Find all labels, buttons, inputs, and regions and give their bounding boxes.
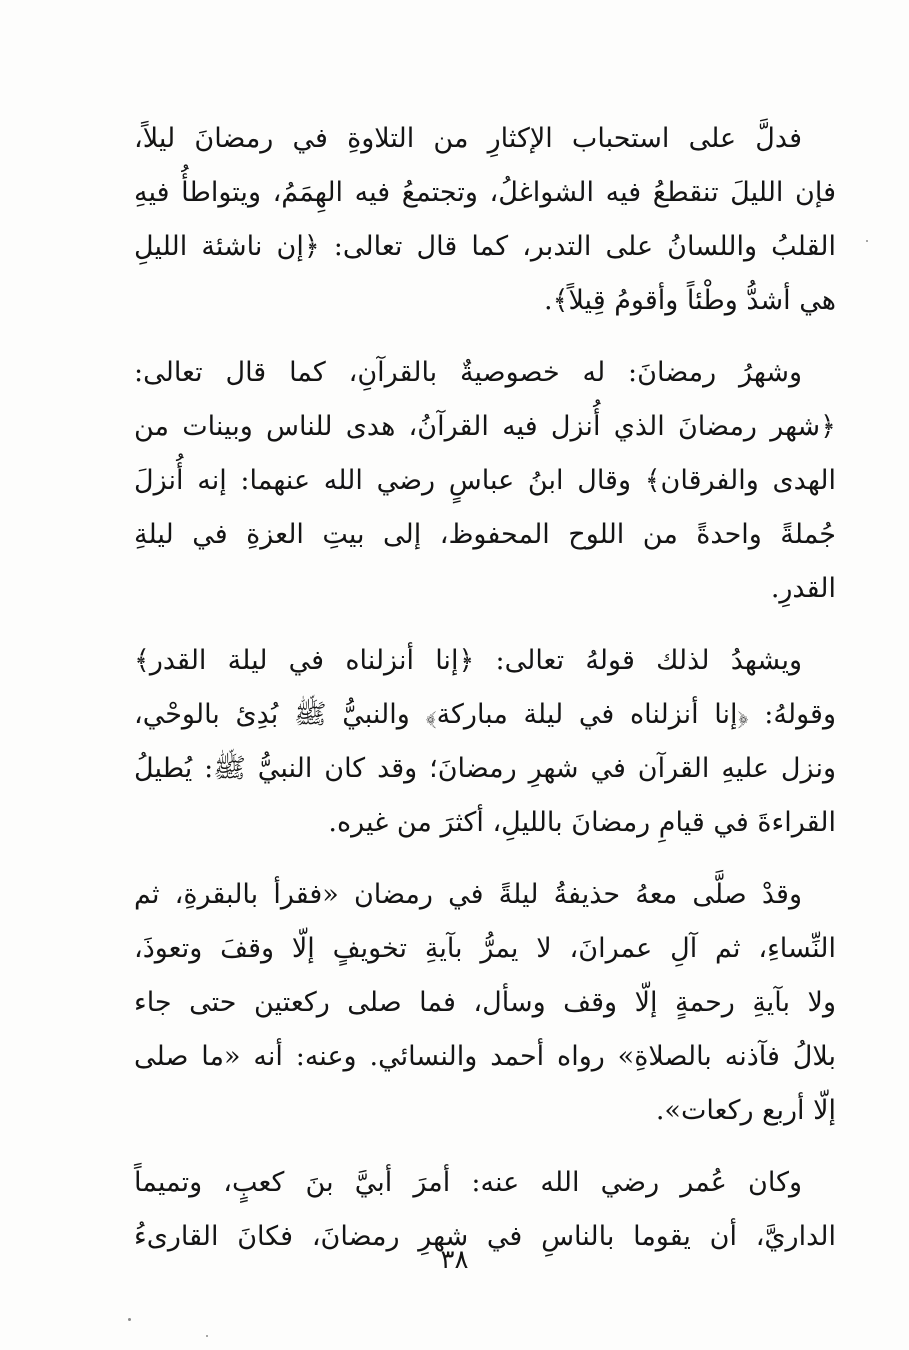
text-line: النِّساءِ، ثم آلِ عمرانَ، لا يمرُّ بآيةِ تخويفٍ إلّا وقفَ وتعوذَ، [134, 933, 836, 964]
text-line: إلّا أربع ركعات». [655, 1095, 836, 1126]
paragraph-1 [134, 112, 836, 328]
text-line: وقولهُ: ﴿إنا أنزلناه في ليلة مباركة﴾ والنبيُّ ﷺ بُدِئ بالوحْي، [134, 699, 836, 730]
text-line: ﴿شهر رمضانَ الذي أُنزل فيه القرآنُ، هدى للناس وبينات من [134, 411, 836, 442]
scan-speck [128, 1318, 131, 1321]
paragraph-4 [134, 868, 836, 1138]
text-line: القدرِ. [770, 573, 836, 604]
page-body-text [134, 112, 836, 1282]
text-line: الهدى والفرقان﴾ وقال ابنُ عباسٍ رضي الله عنهما: إنه أُنزلَ [134, 465, 836, 496]
text-line: الداريَّ، أن يقوما بالناسِ في شهرِ رمضانَ، فكانَ القارىءُ [134, 1221, 836, 1252]
text-line: وقدْ صلَّى معهُ حذيفةُ ليلةً في رمضان «فقرأ بالبقرةِ، ثم [134, 879, 802, 910]
text-line: بلالُ فآذنه بالصلاةِ» رواه أحمد والنسائي. وعنه: أنه «ما صلى [134, 1041, 836, 1072]
page-number: ٣٨ [440, 1245, 469, 1275]
paragraph-2 [134, 346, 836, 616]
text-line: وكان عُمر رضي الله عنه: أمرَ أبيَّ بنَ كعبٍ، وتميماً [134, 1167, 802, 1198]
scan-speck [866, 240, 868, 242]
text-line: القلبُ واللسانُ على التدبر، كما قال تعالى: ﴿إن ناشئة الليلِ [134, 231, 836, 262]
text-line: ويشهدُ لذلك قولهُ تعالى: ﴿إنا أنزلناه في ليلة القدر﴾ [134, 645, 802, 676]
scan-speck [206, 1335, 208, 1337]
text-line: وشهرُ رمضانَ: له خصوصيةٌ بالقرآنِ، كما قال تعالى: [134, 357, 802, 388]
text-line: القراءةَ في قيامِ رمضانَ بالليلِ، أكثرَ من غيره. [328, 807, 836, 838]
text-line: ولا بآيةِ رحمةٍ إلّا وقف وسأل، فما صلى ركعتين حتى جاء [134, 987, 836, 1018]
paragraph-3 [134, 634, 836, 850]
text-line: جُملةً واحدةً من اللوح المحفوظ، إلى بيتِ العزةِ في ليلةِ [134, 519, 836, 550]
text-line: فدلَّ على استحباب الإكثارِ من التلاوةِ في رمضانَ ليلاً، [134, 123, 802, 154]
text-line: فإن الليلَ تنقطعُ فيه الشواغلُ، وتجتمعُ فيه الهِمَمُ، ويتواطأُ فيهِ [134, 177, 836, 208]
text-line: هي أشدُّ وطْئاً وأقومُ قِيلاً﴾. [544, 285, 836, 316]
text-line: ونزل عليهِ القرآن في شهرِ رمضانَ؛ وقد كان النبيُّ ﷺ: يُطيلُ [134, 753, 836, 784]
